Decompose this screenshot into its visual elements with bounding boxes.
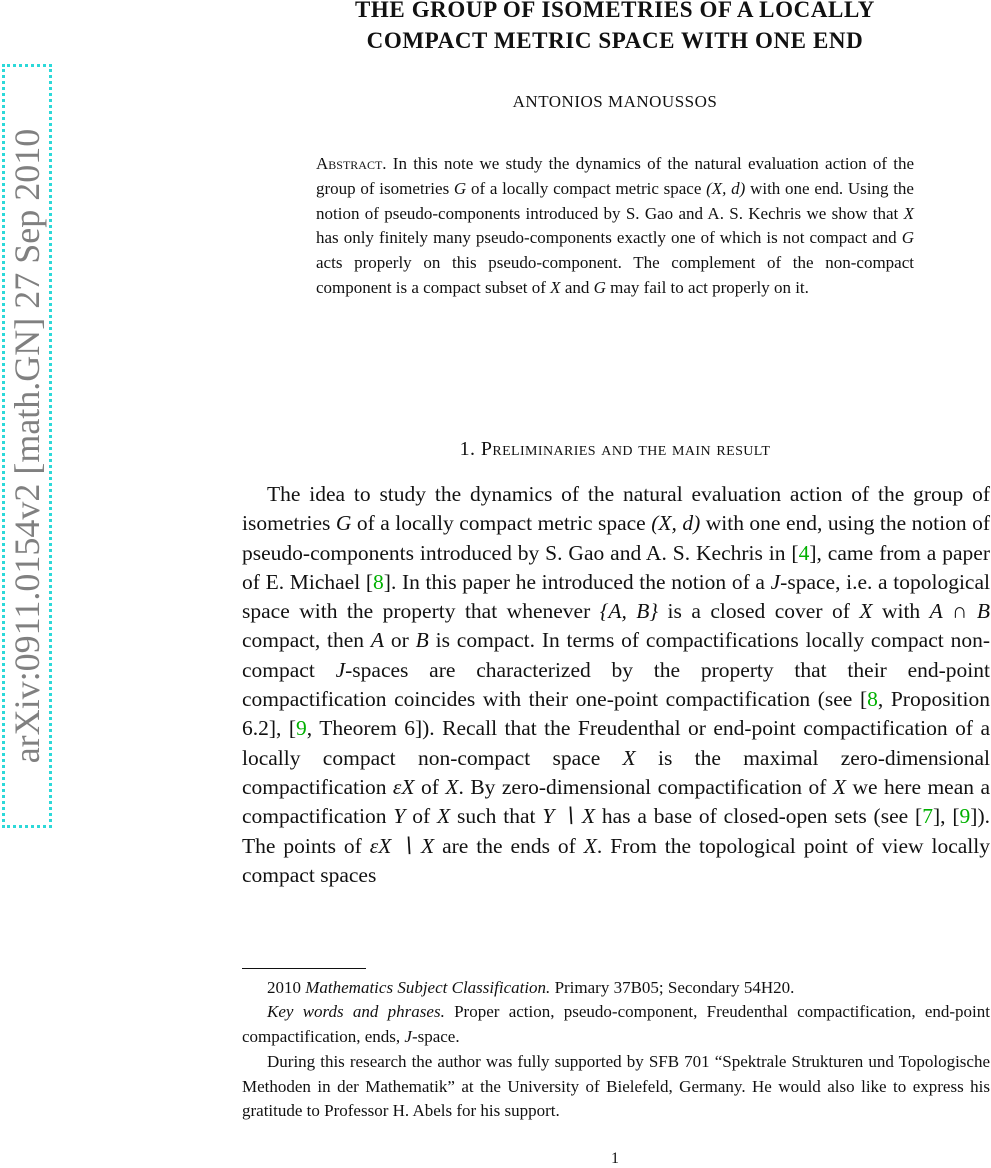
body-text: . From the topological point of view locally compact spaces [242, 833, 990, 887]
math-AcapB: A ∩ B [929, 599, 991, 624]
body-text: is the maximal zero-dimensional compactification [242, 745, 991, 799]
footnote-text: Primary 37B05; Secondary 54H20. [550, 978, 795, 997]
abstract-text: with one end. Using the notion of pseudo-components introduced by S. Gao and A. S. Kechris we show that [316, 178, 914, 223]
body-text: -space, i.e. a topological space with the property that whenever [242, 569, 990, 624]
math-Xd: (X, d) [706, 178, 746, 198]
body-text: ], came from a paper of E. Michael [ [242, 540, 990, 594]
citation-link[interactable]: 9 [296, 716, 307, 741]
page-number: 1 [611, 1150, 619, 1167]
body-text: we here mean a compactification [242, 774, 990, 829]
abstract-text: may fail to act properly on it. [605, 277, 809, 297]
body-text: ]). The points of [242, 804, 990, 858]
math-AB: {A, B} [599, 599, 659, 624]
footnote-text: -space. [411, 1026, 460, 1046]
body-text: with one end, using the notion of pseudo-components introduced by S. Gao and A. S. Kechris in [ [242, 511, 990, 565]
math-G: G [335, 511, 352, 536]
footnote-keywords [242, 1000, 990, 1049]
abstract-text: and [560, 277, 594, 297]
body-text: ]. In this paper he introduced the notion of a [383, 569, 771, 594]
body-text: -spaces are characterized by the property that their end-point compactification coincides with their one-point compactification (see [ [242, 657, 990, 712]
math-X: X [859, 599, 873, 624]
footnote-label: Key words and phrases. [267, 1002, 445, 1021]
citation-link[interactable]: 4 [798, 540, 810, 565]
abstract-text: In this note we study the dynamics of the natural evaluation action of the group of isometries [316, 154, 914, 198]
body-text: , Proposition 6.2], [ [242, 687, 991, 741]
footnote-text: 2010 [267, 978, 306, 997]
title-line-2: COMPACT METRIC SPACE WITH ONE END [366, 28, 864, 53]
footnote-label: Mathematics Subject Classification. [305, 978, 551, 997]
math-G: G [901, 228, 914, 248]
math-X: X [622, 745, 636, 770]
body-text: compact, then [242, 628, 371, 653]
math-J: J [335, 657, 346, 682]
body-text: . By zero-dimensional compactification of [458, 774, 833, 799]
title-line-1: THE GROUP OF ISOMETRIES OF A LOCALLY [354, 0, 876, 22]
abstract-text: of a locally compact metric space [466, 178, 707, 198]
footnote-text: Proper action, pseudo-component, Freudenthal compactification, end-point compactification, ends, [242, 1002, 990, 1046]
body-text: is compact. In terms of compactifications locally compact non-compact [242, 628, 990, 682]
math-X: X [903, 203, 914, 223]
section-title: Preliminaries and the main result [480, 438, 771, 460]
citation-link[interactable]: 7 [922, 804, 933, 829]
abstract-text: has only finitely many pseudo-components exactly one of which is not compact and [316, 228, 902, 248]
math-B: B [415, 628, 429, 653]
math-YX: Y ∖ X [542, 804, 595, 829]
paper-title [240, 0, 990, 56]
body-text: is a closed cover of [658, 599, 860, 624]
body-text: of [414, 774, 446, 799]
math-J: J [404, 1026, 412, 1046]
body-text: , Theorem 6]). Recall that the Freudenthal or end-point compactification of a locally compact non-compact space [242, 716, 990, 770]
math-X: X [445, 774, 459, 799]
math-X: X [550, 277, 561, 297]
section-heading [240, 438, 990, 461]
body-text: are the ends of [434, 833, 584, 858]
math-A: A [370, 628, 385, 653]
section-number: 1. [459, 438, 476, 460]
math-X: X [832, 774, 847, 799]
body-text: of a locally compact metric space [351, 511, 652, 536]
abstract [316, 152, 914, 301]
math-G: G [453, 178, 467, 198]
math-eXX: εX ∖ X [369, 833, 435, 858]
math-Y: Y [393, 804, 406, 829]
arxiv-stamp [2, 64, 52, 828]
math-J: J [770, 569, 781, 594]
body-text: ], [ [932, 804, 960, 829]
citation-link[interactable]: 8 [867, 687, 878, 712]
footnote-support: During this research the author was fully supported by SFB 701 “Spektrale Strukturen und Topologische Methoden in der Mathematik” at the University of Bielefeld, Germany. He would also like to express his gratitude to Professor H. Abels for his support. [242, 1052, 990, 1120]
math-eX: εX [392, 774, 415, 799]
body-text: such that [450, 804, 543, 829]
body-paragraph [242, 480, 990, 890]
math-X: X [583, 833, 597, 858]
body-text: has a base of closed-open sets (see [ [594, 804, 923, 829]
citation-link[interactable]: 9 [959, 804, 971, 829]
arxiv-stamp-text: arXiv:0911.0154v2 [math.GN] 27 Sep 2010 [7, 128, 47, 764]
abstract-label: Abstract. [316, 154, 387, 173]
body-text: The idea to study the dynamics of the natural evaluation action of the group of isometries [242, 482, 990, 536]
body-text: or [384, 628, 416, 653]
math-G: G [593, 277, 606, 297]
body-text: with [872, 599, 930, 624]
citation-link[interactable]: 8 [373, 569, 384, 594]
abstract-text: acts properly on this pseudo-component. The complement of the non-compact component is a compact subset of [316, 253, 914, 297]
footnote-rule [242, 968, 366, 969]
math-X: X [436, 804, 451, 829]
body-text: of [405, 804, 437, 829]
author: ANTONIOS MANOUSSOS [512, 92, 718, 111]
footnote-msc [242, 976, 990, 1001]
math-Xd: (X, d) [651, 511, 701, 536]
